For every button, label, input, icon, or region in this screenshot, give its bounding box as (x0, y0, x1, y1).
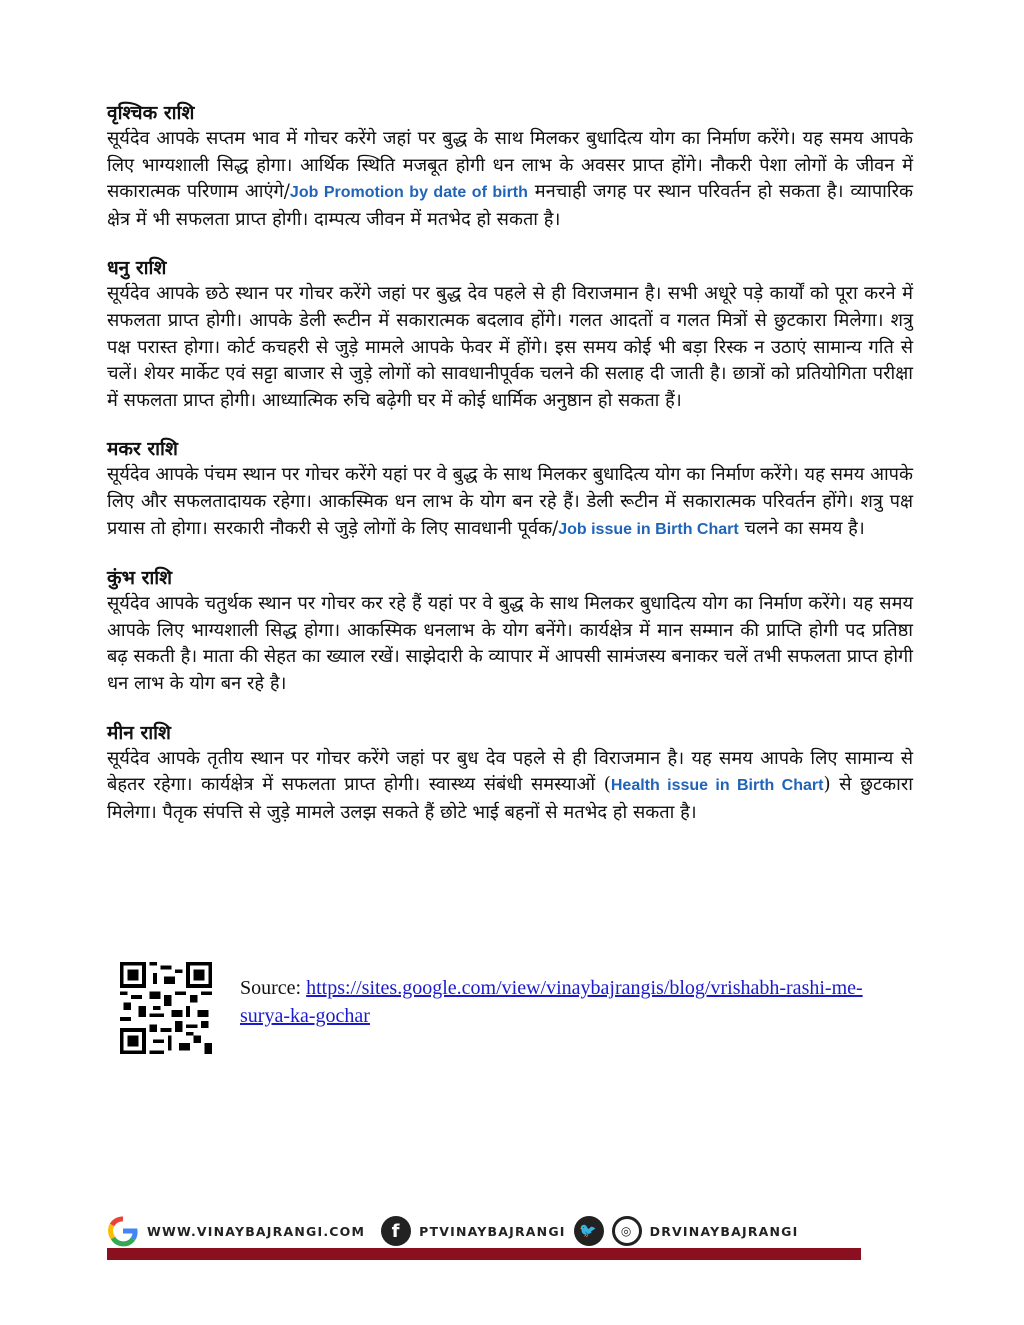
section-meen (107, 720, 913, 827)
section-kumbh (107, 565, 913, 697)
section-heading: मकर राशि (107, 438, 178, 461)
qr-code-icon (120, 962, 212, 1054)
instagram-icon[interactable]: ◎ (612, 1216, 642, 1246)
section-paragraph: सूर्यदेव आपके छठे स्थान पर गोचर करेंगे जहां पर बुद्ध देव पहले से ही विराजमान है। सभी अधूरे पड़े कार्यों को पूरा करने में सफलता प्राप्त होगी। आपके डेली रूटीन में सकारात्मक बदलाव होंगे। गलत आदतों व गलत मित्रों से छुटकारा मिलेगा। शत्रु पक्ष परास्त होगा। कोर्ट कचहरी से जुड़े मामले आपके फेवर में होंगे। इस समय कोई भी बड़ा रिस्क न उठाएं सामान्य गति से चलें। शेयर मार्केट एवं सट्टा बाजार से जुड़े लोगों को सावधानीपूर्वक चलने की सलाह दी जाती है। छात्रों को प्रतियोगिता परीक्षा में सफलता प्राप्त होगी। आध्यात्मिक रुचि बढ़ेगी घर में कोई धार्मिक अनुष्ठान हो सकता हैं। (107, 283, 913, 411)
footer-facebook-handle[interactable]: PTVINAYBAJRANGI (419, 1223, 566, 1239)
source-label: Source: (240, 977, 307, 999)
footer-social-bar (107, 1213, 867, 1249)
section-vrishchik (107, 100, 913, 233)
section-paragraph (107, 126, 913, 233)
paragraph-text: सूर्यदेव आपके तृतीय स्थान पर गोचर करेंगे जहां पर बुध देव पहले से ही विराजमान है। यह समय आपके लिए सामान्य से बेहतर रहेगा। कार्यक्षेत्र में सफलता प्राप्त होगी। स्वास्थ्य संबंधी समस्याओं ( (107, 747, 913, 796)
section-dhanu (107, 255, 913, 414)
footer-website[interactable]: WWW.VINAYBAJRANGI.COM (147, 1223, 366, 1239)
paragraph-text: सूर्यदेव आपके सप्तम भाव में गोचर करेंगे जहां पर बुद्ध के साथ मिलकर बुधादित्य योग का निर्माण करेंगे। यह समय आपके लिए भाग्यशाली सिद्ध होगा। आर्थिक स्थिति मजबूत होगी धन लाभ के अवसर प्राप्त होंगे। नौकरी पेशा लोगों के जीवन में सकारात्मक परिणाम आएंगे/ (107, 128, 913, 203)
paragraph-text: चलने का समय है। (738, 517, 865, 539)
section-paragraph (107, 462, 913, 543)
footer-twitter-instagram-handle[interactable]: DRVINAYBAJRANGI (649, 1223, 799, 1239)
source-url-link[interactable]: https://sites.google.com/view/vinaybajrangis/blog/vrishabh-rashi-me-surya-ka-gochar (240, 977, 863, 1027)
section-heading: मीन राशि (107, 721, 171, 744)
section-heading: धनु राशि (107, 257, 167, 280)
paragraph-text: सूर्यदेव आपके पंचम स्थान पर गोचर करेंगे यहां पर वे बुद्ध के साथ मिलकर बुधादित्य योग का निर्माण करेंगे। यह समय आपके लिए और सफलतादायक रहेगा। आकस्मिक धन लाभ के योग बन रहे हैं। डेली रूटीन में सकारात्मक परिवर्तन होंगे। शत्रु पक्ष प्रयास तो होगा। सरकारी नौकरी से जुड़े लोगों के लिए सावधानी पूर्वक/ (107, 464, 913, 539)
paragraph-text: ) से छुटकारा मिलेगा। पैतृक संपत्ति से जुड़े मामले उलझ सकते हैं छोटे भाई बहनों से मतभेद हो सकता है। (107, 774, 913, 823)
document-body (107, 100, 913, 848)
job-issue-link[interactable]: Job issue in Birth Chart (558, 520, 739, 538)
paragraph-text: मनचाही जगह पर स्थान परिवर्तन हो सकता है। व्यापारिक क्षेत्र में भी सफलता प्राप्त होगी। दाम्पत्य जीवन में मतभेद हो सकता है। (107, 181, 913, 230)
footer-rule (107, 1248, 861, 1260)
section-heading: वृश्चिक राशि (107, 102, 195, 124)
twitter-icon[interactable]: 🐦 (574, 1216, 604, 1246)
health-issue-link[interactable]: Health issue in Birth Chart (610, 777, 824, 795)
google-icon (107, 1215, 139, 1247)
source-citation (240, 974, 900, 1030)
section-makar (107, 436, 913, 543)
section-paragraph: सूर्यदेव आपके चतुर्थक स्थान पर गोचर कर रहे हैं यहां पर वे बुद्ध के साथ मिलकर बुधादित्य योग का निर्माण करेंगे। यह समय आपके लिए भाग्यशाली सिद्ध होगा। आकस्मिक धनलाभ के योग बनेंगे। कार्यक्षेत्र में मान सम्मान की प्राप्ति होगी पद प्रतिष्ठा बढ़ सकती है। माता की सेहत का ख्याल रखें। साझेदारी के व्यापार में आपसी सामंजस्य बनाकर चलें तभी सफलता प्राप्त होगी धन लाभ के योग बन रहे है। (107, 593, 913, 694)
section-heading: कुंभ राशि (107, 567, 173, 590)
facebook-icon[interactable]: f (381, 1216, 411, 1246)
section-paragraph (107, 746, 913, 827)
job-promotion-link[interactable]: Job Promotion by date of birth (289, 184, 528, 202)
